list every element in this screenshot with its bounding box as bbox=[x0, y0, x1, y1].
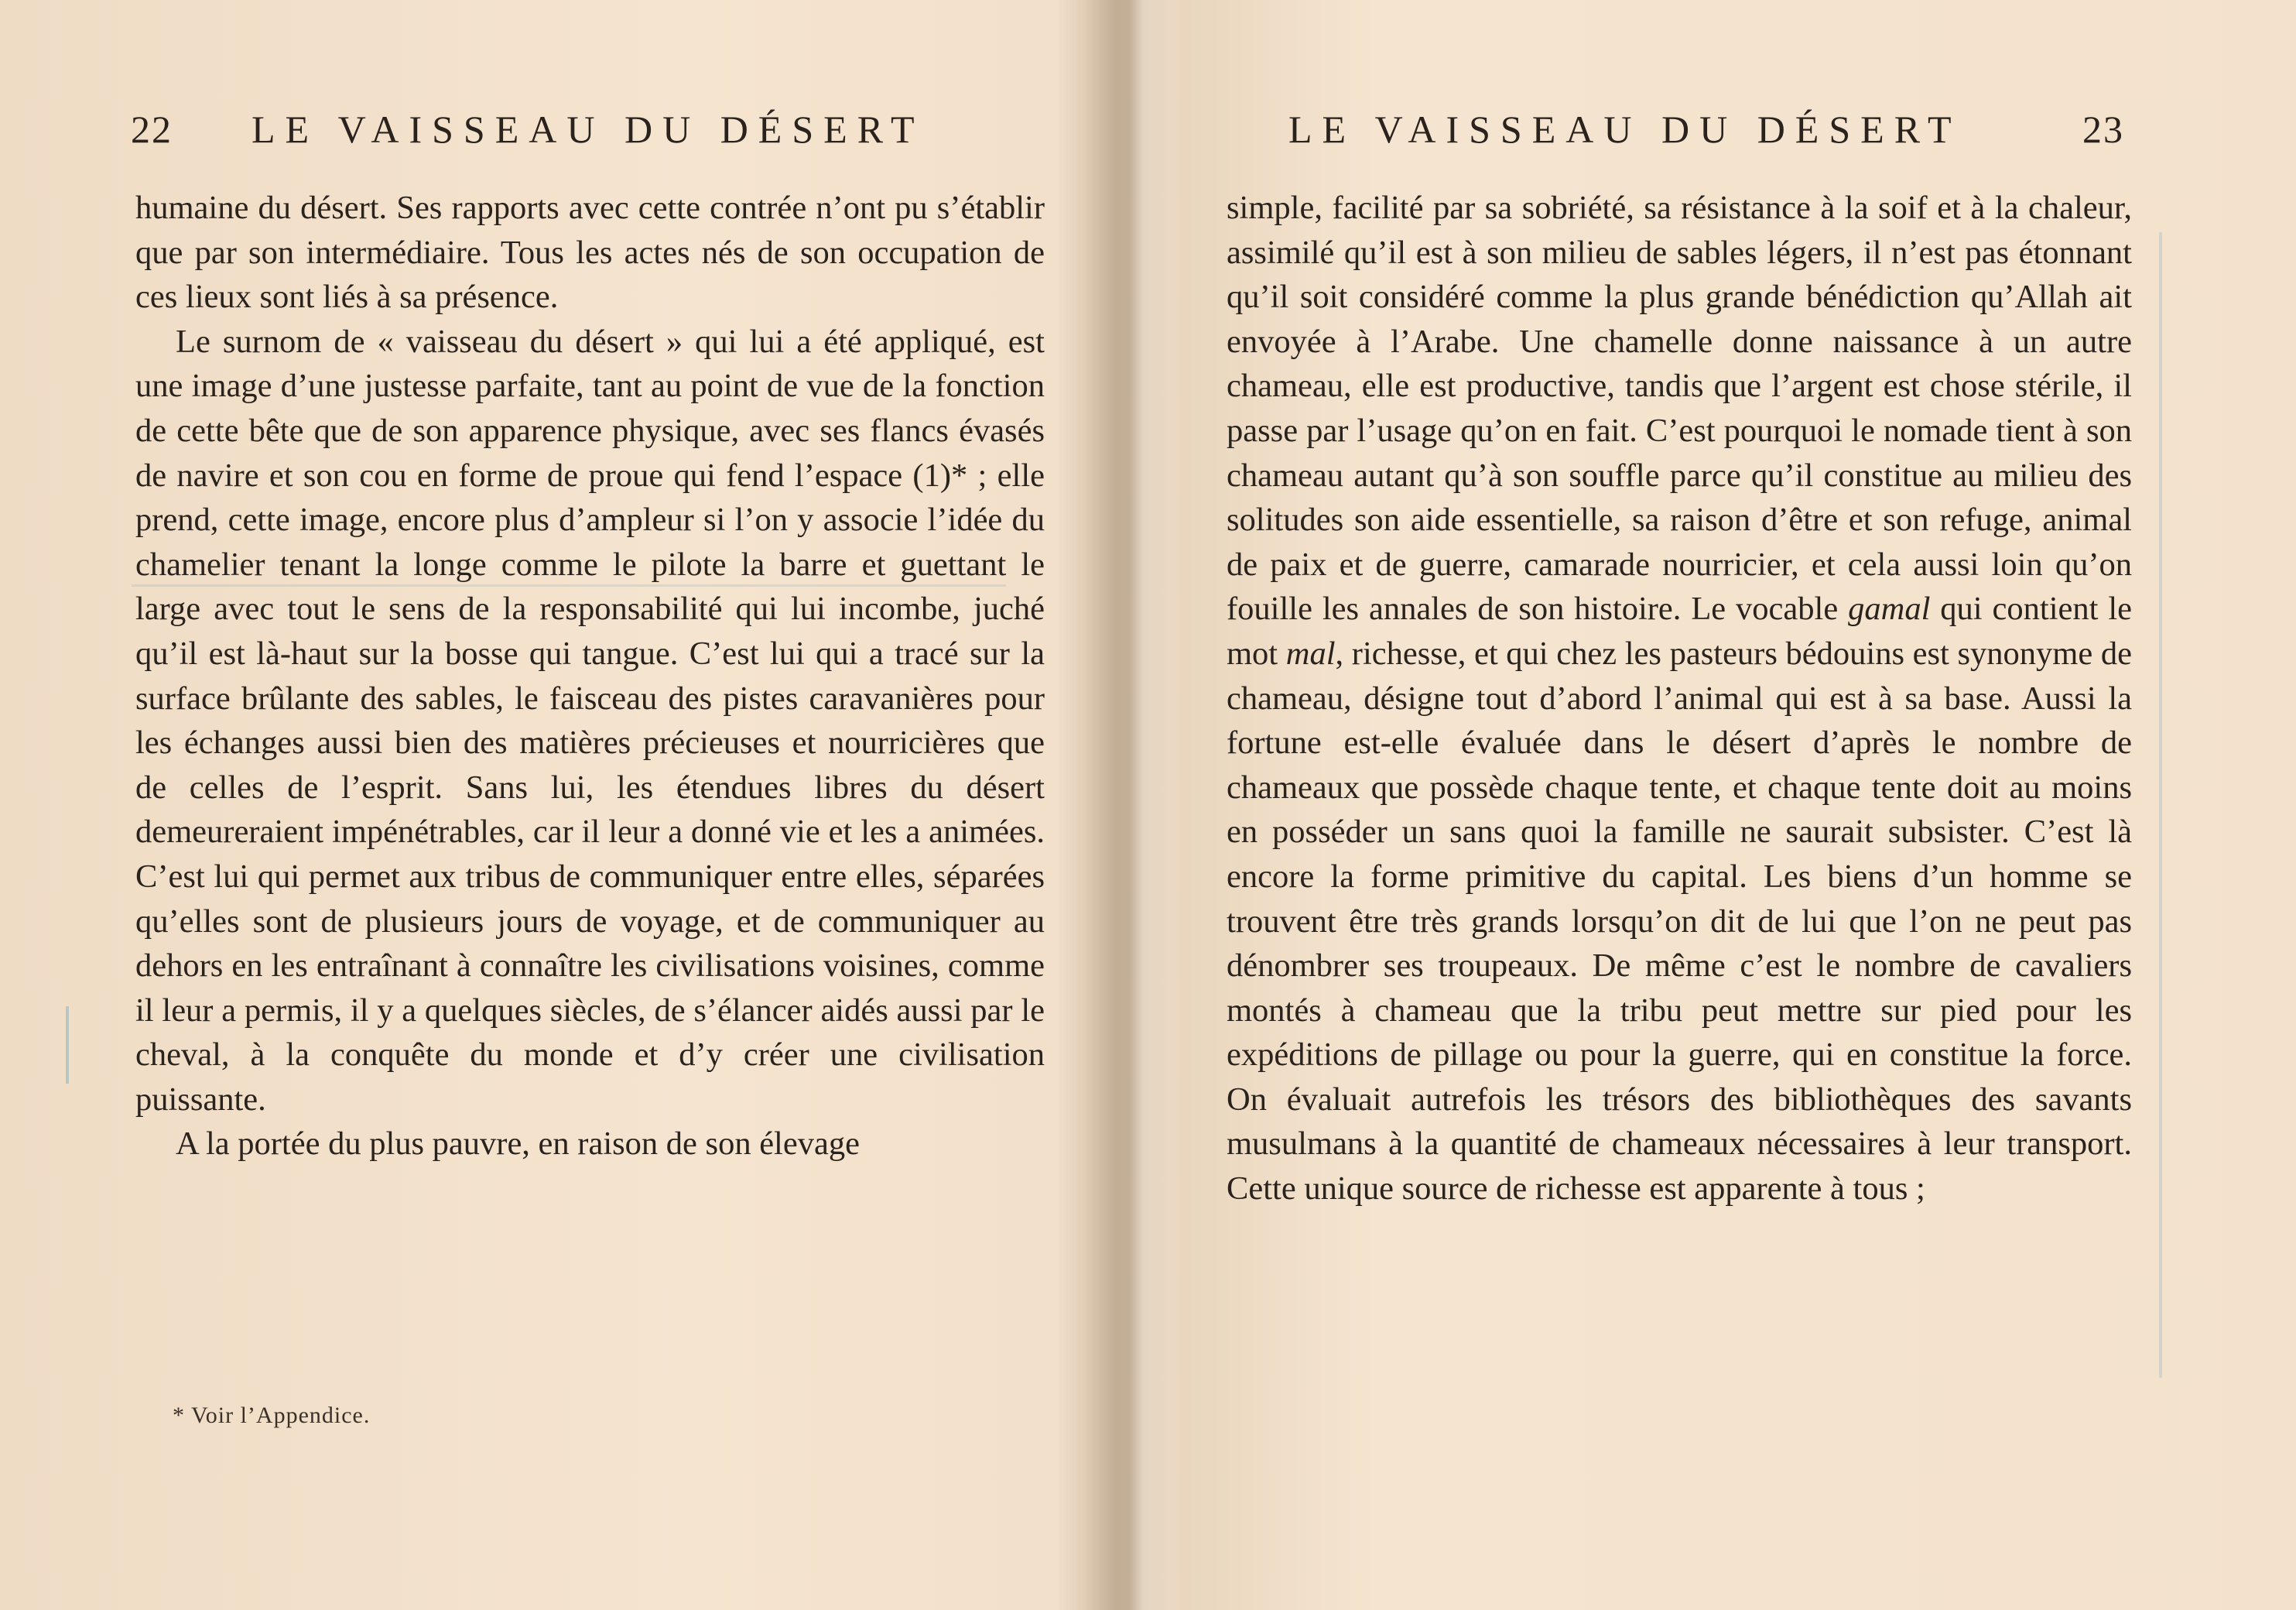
right-paragraph-1 bbox=[1227, 186, 2132, 1211]
right-text-segment-1: simple, facilité par sa sobriété, sa résistance à la soif et à la chaleur, assimilé qu’il est à son milieu de sables légers, il n’est pas étonnant qu’il soit considéré comme la plus grande bénédiction qu’Allah ait envoyée à l’Arabe. Une chamelle donne naissance à un autre chameau, elle est productive, tandis que l’argent est chose stérile, il passe par l’usage qu’on en fait. C’est pourquoi le nomade tient à son chameau autant qu’à son souffle parce qu’il constitue au milieu des solitudes son aide essentielle, sa raison d’être et son refuge, animal de paix et de guerre, camarade nourricier, et cela aussi loin qu’on fouille les annales de son histoire. Le vocable bbox=[1227, 190, 2132, 628]
italic-word-mal: mal bbox=[1285, 635, 1336, 672]
left-paragraph-2: Le surnom de « vaisseau du désert » qui lui a été appliqué, est une image d’une justesse parfaite, tant au point de vue de la fonction de cette bête que de son apparence physique, avec ses flancs évasés de navire et son cou en forme de proue qui fend l’espace (1)* ; elle prend, cette image, encore plus d’ampleur si l’on y associe l’idée du chamelier tenant la longe comme le pilote la barre et guettant le large avec tout le sens de la responsabilité qui lui incombe, juché qu’il est là-haut sur la bosse qui tangue. C’est lui qui a tracé sur la surface brûlante des sables, le faisceau des pistes caravanières pour les échanges aussi bien des matières précieuses et nourricières que de celles de l’esprit. Sans lui, les étendues libres du désert demeureraient impénétrables, car il leur a donné vie et les a animées. C’est lui qui permet aux tribus de communiquer entre elles, séparées qu’elles sont de plusieurs jours de voyage, et de communiquer au dehors en les entraînant à connaître les civilisations voisines, comme il leur a permis, il y a quelques siècles, de s’élancer aidés aussi par le cheval, à la conquête du monde et d’y créer une civilisation puissante. bbox=[135, 323, 1045, 1118]
left-page bbox=[128, 0, 1052, 1610]
right-page bbox=[1227, 0, 2132, 1610]
right-text-segment-3: , richesse, et qui chez les pasteurs bédouins est synonyme de chameau, désigne tout d’abord l’animal qui est à sa base. Aussi la fortune est-elle évaluée dans le désert d’après le nombre de chameaux que possède chaque tente, et chaque tente doit au moins en posséder un sans quoi la famille ne saurait subsister. C’est là encore la forme primitive du capital. Les biens d’un homme se trouvent être très grands lorsqu’on dit de lui que l’on ne peut pas dénombrer ses troupeaux. De même c’est le nombre de cavaliers montés à chameau que la tribu peut mettre sur pied pour les expéditions de pillage ou pour la guerre, qui en constitue la force. On évaluait autrefois les trésors des bibliothèques des savants musulmans à la quantité de chameaux nécessaires à leur transport. Cette unique source de richesse est apparente à tous ; bbox=[1227, 635, 2132, 1208]
right-running-head bbox=[1227, 107, 2132, 161]
italic-word-gamal: gamal bbox=[1848, 591, 1931, 628]
left-running-head bbox=[128, 107, 1052, 161]
left-paragraph-3: A la portée du plus pauvre, en raison de son élevage bbox=[176, 1125, 860, 1163]
underline-pencil-mark bbox=[132, 584, 1006, 587]
right-text-segment-2: qui contient le mot bbox=[1227, 591, 2133, 672]
book-gutter bbox=[1083, 0, 1184, 1610]
right-page-number: 23 bbox=[2082, 108, 2124, 151]
left-page-number: 22 bbox=[131, 108, 173, 151]
margin-pencil-mark bbox=[66, 1006, 69, 1084]
right-margin-pencil-mark bbox=[2159, 232, 2162, 1378]
left-running-title: LE VAISSEAU DU DÉSERT bbox=[251, 108, 925, 151]
left-footnote: * Voir l’Appendice. bbox=[173, 1403, 371, 1428]
left-paragraph-1: humaine du désert. Ses rapports avec cette contrée n’ont pu s’établir que par son intermédiaire. Tous les actes nés de son occupation de ces lieux sont liés à sa présence. bbox=[135, 190, 1045, 316]
right-running-title: LE VAISSEAU DU DÉSERT bbox=[1288, 108, 1962, 151]
right-body-text bbox=[1227, 186, 2132, 1211]
left-body-text bbox=[135, 186, 1045, 1166]
